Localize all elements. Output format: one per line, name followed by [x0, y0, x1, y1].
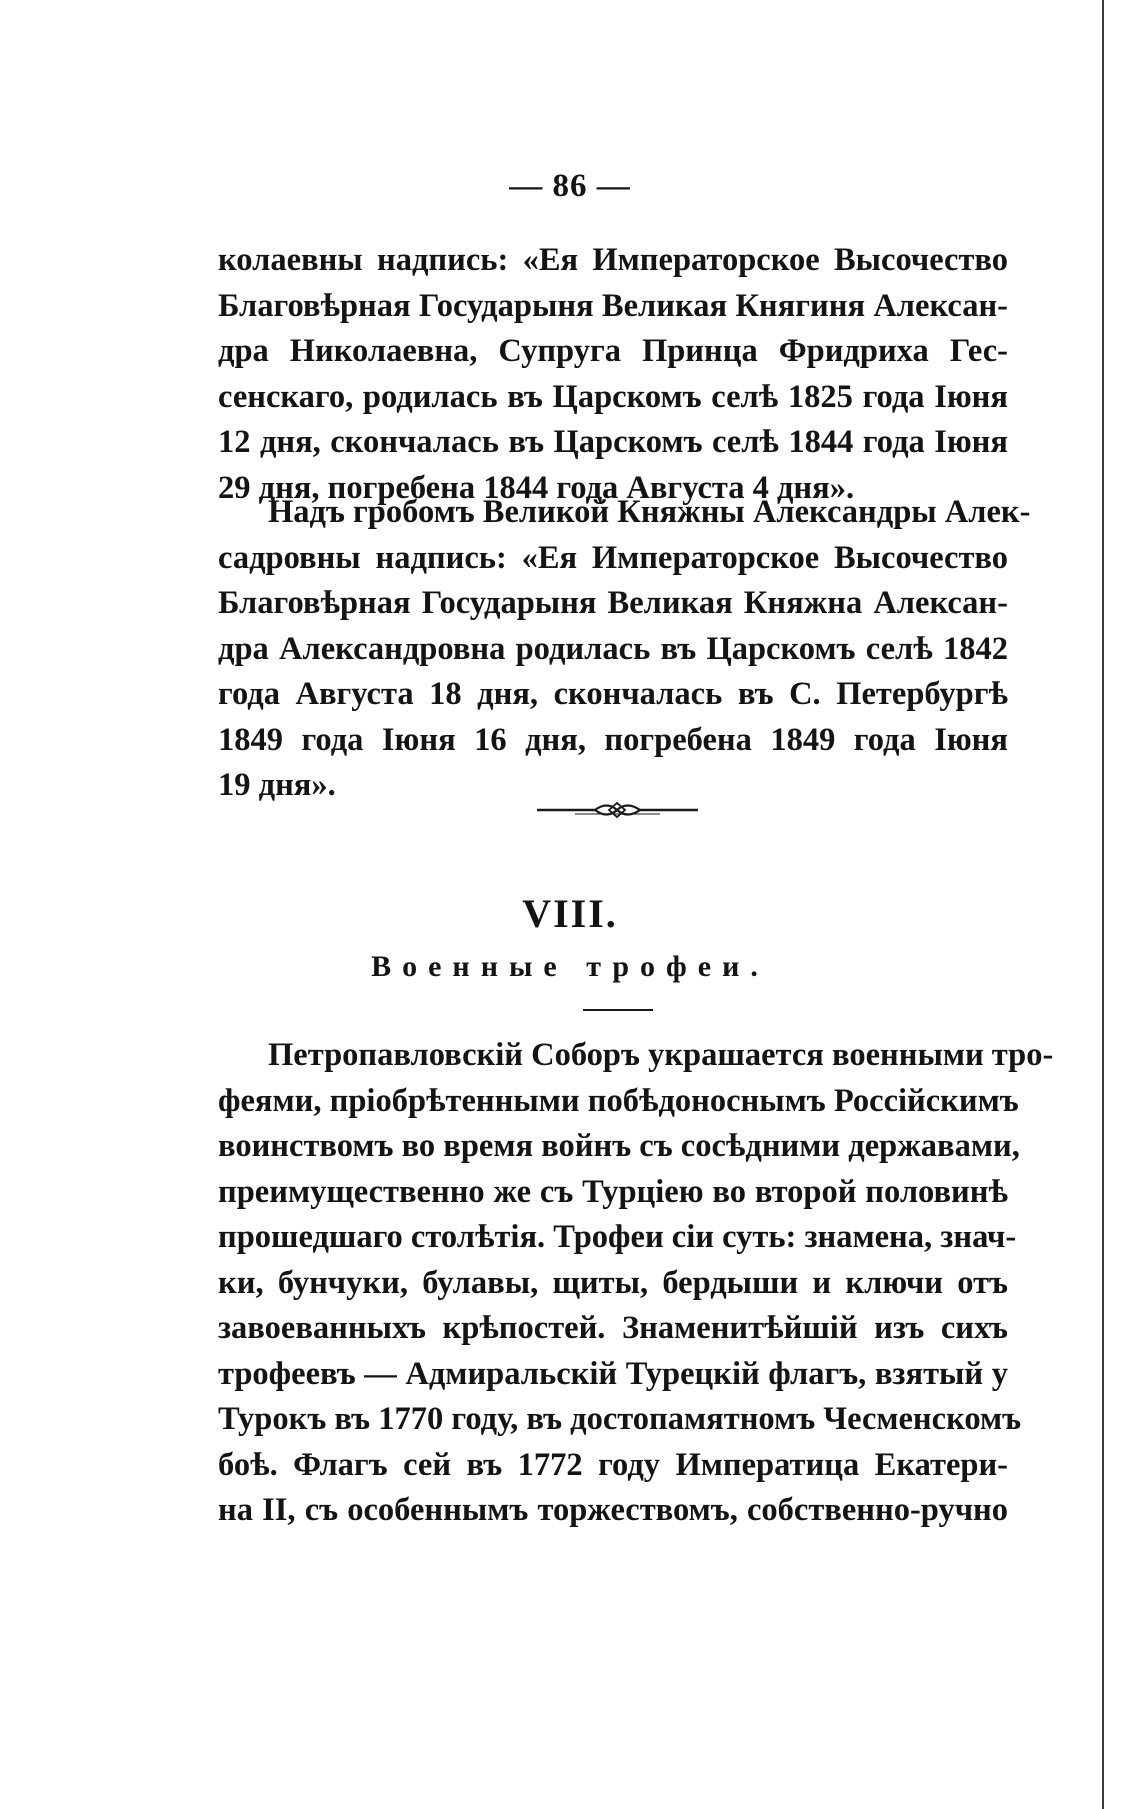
text-line: 29 дня, погребена 1844 года Августа 4 дня». [218, 469, 855, 506]
text-line: боѣ. Флагъ сей въ 1772 году Императица Екатери- [218, 1446, 1008, 1483]
text-line: Турокъ въ 1770 году, въ достопамятномъ Чесменскомъ [218, 1401, 1022, 1437]
text-line: дра Николаевна, Супруга Принца Фридриха Гес- [218, 333, 1008, 369]
text-line: на II, съ особеннымъ торжествомъ, собственно-ручно [218, 1492, 1008, 1528]
paragraph-military-trophies [218, 1033, 1054, 1534]
text-line: Благовѣрная Государыня Великая Княжна Алексан- [218, 585, 1008, 621]
section-number: VIII. [522, 891, 618, 936]
paragraph-inscription-alexandra-nikolaevna [218, 238, 1008, 511]
text-line: Петропавловскій Соборъ украшается военными тро- [268, 1037, 1054, 1073]
title-underline-rule [583, 1009, 653, 1011]
page-number: — 86 — [509, 168, 631, 204]
text-line: года Августа 18 дня, скончалась въ С. Петербургѣ [218, 676, 1008, 712]
text-line: садровны надпись: «Ея Императорское Высочество [218, 539, 1008, 576]
text-line: воинствомъ во время войнъ съ сосѣдними державами, [218, 1128, 1020, 1164]
text-line: дра Александровна родилась въ Царскомъ селѣ 1842 [218, 630, 1008, 667]
paragraph-inscription-alexandra-alexandrovna [218, 490, 1031, 809]
text-line: сенскаго, родилась въ Царскомъ селѣ 1825 года Іюня [218, 378, 1008, 415]
text-line: феями, пріобрѣтенными побѣдоноснымъ Россійскимъ [218, 1082, 1019, 1119]
text-line: 12 дня, скончалась въ Царскомъ селѣ 1844 года Іюня [218, 424, 1008, 460]
text-line: колаевны надпись: «Ея Императорское Высочество [218, 242, 1008, 278]
text-line: 19 дня». [218, 767, 336, 803]
text-line: преимущественно же съ Турціею во второй половинѣ [218, 1173, 1008, 1210]
section-title: Военные трофеи. [371, 950, 769, 983]
text-line: завоеванныхъ крѣпостей. Знаменитѣйшій изъ сихъ [218, 1310, 1008, 1346]
text-line: ки, бунчуки, булавы, щиты, бердыши и ключи отъ [218, 1264, 1008, 1301]
text-line: трофеевъ — Адмиральскій Турецкій флагъ, взятый у [218, 1355, 1008, 1392]
text-line: прошедшаго столѣтія. Трофеи сіи суть: знамена, знач- [218, 1219, 1017, 1255]
text-line: Надъ гробомъ Великой Княжны Александры Алек- [268, 494, 1031, 530]
text-line: 1849 года Іюня 16 дня, погребена 1849 года Іюня [218, 721, 1008, 758]
ornament-divider-icon [535, 795, 700, 825]
text-line: Благовѣрная Государыня Великая Княгиня Алексан- [218, 287, 1008, 324]
